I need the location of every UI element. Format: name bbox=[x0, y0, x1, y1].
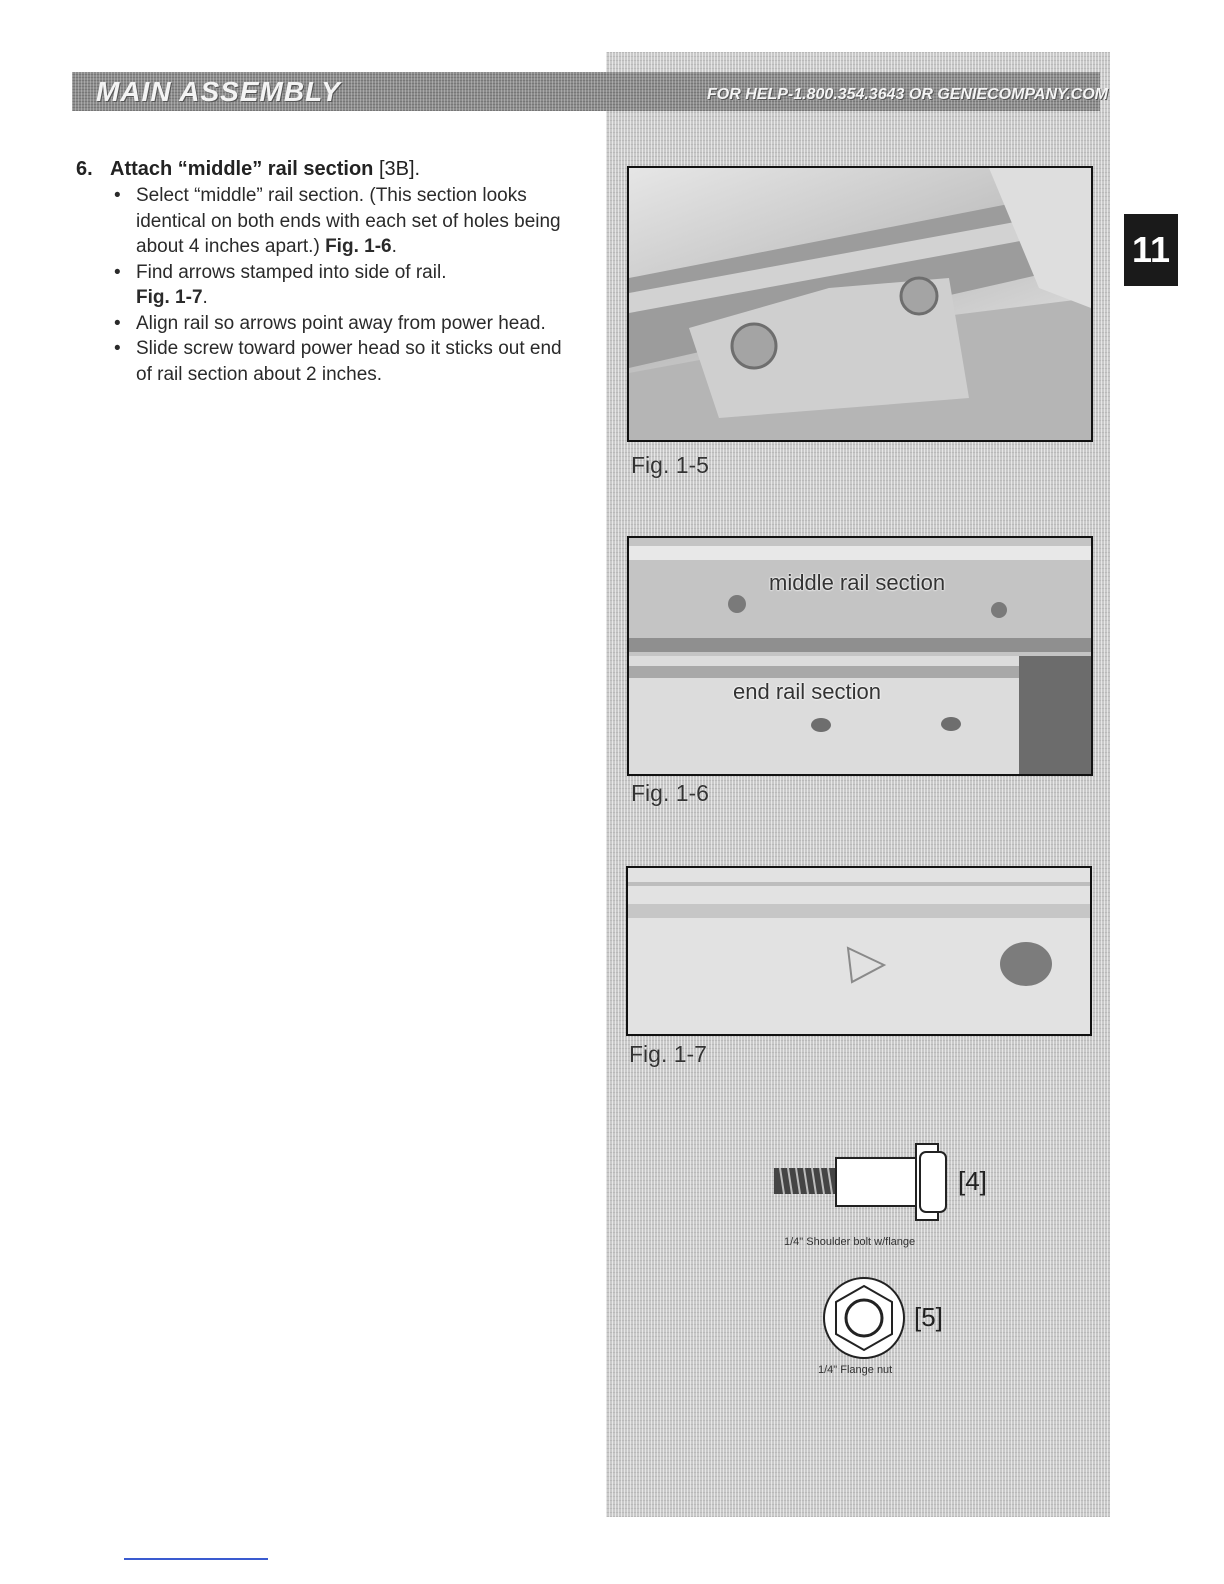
list-item: • Slide screw toward power head so it sticks out end of rail section about 2 inches. bbox=[114, 338, 562, 385]
end-rail-label: end rail section bbox=[733, 679, 881, 704]
figure-1-6-photo bbox=[627, 536, 1093, 776]
part-5-caption: 1/4" Flange nut bbox=[818, 1364, 893, 1376]
list-item: • Select “middle” rail section. (This section looks identical on both ends with each set of holes being about 4 inches apart.) Fig. 1-6. bbox=[114, 185, 561, 257]
flange-nut-icon bbox=[820, 1276, 910, 1360]
figure-1-5-caption: Fig. 1-5 bbox=[631, 452, 709, 478]
page-number-tab: 11 bbox=[1124, 214, 1178, 286]
step-heading bbox=[76, 158, 576, 181]
figure-1-6-caption: Fig. 1-6 bbox=[631, 780, 709, 806]
figure-ref: Fig. 1-6 bbox=[325, 236, 392, 257]
step-6 bbox=[76, 158, 576, 387]
part-4-label: [4] bbox=[958, 1166, 987, 1196]
list-item: • Find arrows stamped into side of rail. Fig. 1-7. bbox=[114, 261, 447, 308]
step-number: 6. bbox=[76, 158, 93, 180]
step-title: Attach “middle” rail section bbox=[110, 158, 374, 180]
rail-bolts-illustration bbox=[629, 168, 1091, 440]
figure-1-7-caption: Fig. 1-7 bbox=[629, 1041, 707, 1067]
figure-1-5-photo bbox=[627, 166, 1093, 442]
rail-arrow-illustration bbox=[628, 868, 1090, 1034]
list-item: • Align rail so arrows point away from power head. bbox=[114, 312, 546, 334]
instruction-list bbox=[110, 183, 576, 387]
shoulder-bolt-icon bbox=[770, 1140, 950, 1224]
section-title: MAIN ASSEMBLY bbox=[96, 76, 341, 107]
part-5-label: [5] bbox=[914, 1302, 943, 1332]
figure-1-7-photo bbox=[626, 866, 1092, 1036]
help-contact: FOR HELP-1.800.354.3643 OR GENIECOMPANY.COM bbox=[706, 86, 1108, 103]
step-ref: [3B]. bbox=[378, 158, 421, 180]
footer-rule bbox=[124, 1558, 268, 1560]
middle-rail-label: middle rail section bbox=[769, 570, 946, 595]
figure-ref: Fig. 1-7 bbox=[136, 287, 203, 308]
part-4-caption: 1/4" Shoulder bolt w/flange bbox=[784, 1236, 916, 1248]
